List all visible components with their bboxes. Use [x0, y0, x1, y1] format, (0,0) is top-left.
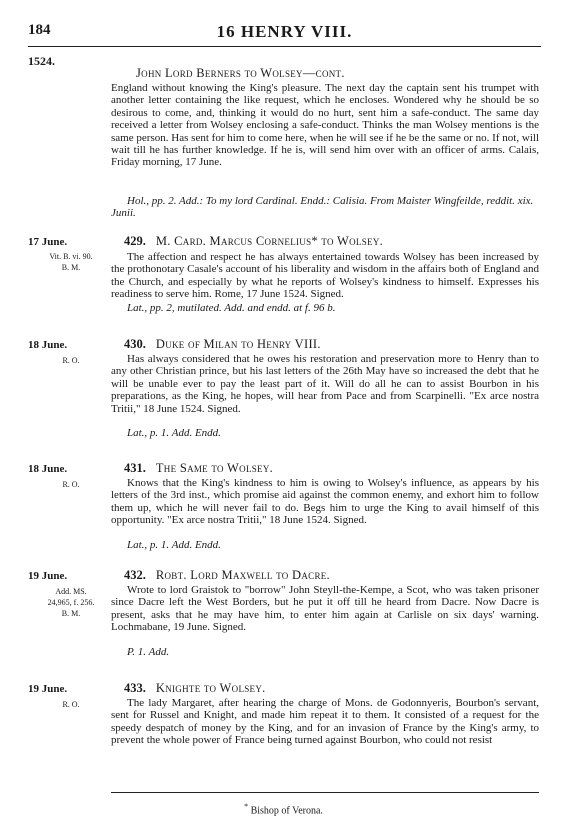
entry-body: The affection and respect he has always entertained towards Wolsey has been increased by the prothonotary Casale's account of his liberality and wisdom in the affairs both of England and the Church, and especially by what he reports of Wolsey's kindness to himself. Expresses his readiness to serve him. Rome, 17 June 1524. Signed. — [111, 251, 539, 301]
entry-body: Knows that the King's kindness to him is owing to Wolsey's influence, as appears by his letters of the 3rd inst., which promise aid against the common enemy, and exhort him to follow them up, which he will never fail to do. Begs him to urge the King to avail himself of this opportunity. "Ex arce nostra Tritii," 18 June 1524. Signed. — [111, 477, 539, 527]
entry-heading: 430. Duke of Milan to Henry VIII. — [124, 337, 321, 351]
entry-date: 19 June. — [28, 570, 68, 582]
entry-heading: 431. The Same to Wolsey. — [124, 461, 274, 475]
footnote-rule — [111, 792, 539, 793]
entry-source: Add. MS. 24,965, f. 256. B. M. — [47, 587, 95, 618]
entry-meta: Hol., pp. 2. Add.: To my lord Cardinal. Endd.: Calisia. From Maister Wingfeilde, reddit. xix. Junii. — [111, 195, 534, 220]
entry-source: R. O. — [62, 700, 80, 709]
entry-body: Has always considered that he owes his restoration and preservation more to Henry than to any other Christian prince, but his last letters of the 26th May have so increased the debt that he will be unable ever to pay the least part of it. Will do all he can to assist Bourbon in his preparations, as the King, he hopes, will hear from Pace and from Scarpinelli. "Ex arce nostra Tritii," 18 June 1524. Signed. — [111, 353, 539, 415]
entry-date: 18 June. — [28, 339, 68, 351]
entry-body: England without knowing the King's pleasure. The next day the captain sent his trumpet with another letter containing the like request, which he encloses. Wondered why he should be so desirous to come, and, thinking it would do no hurt, sent him a safe-conduct. The same day received a letter from Wolsey enclosing a safe-conduct. Thinks the man Wolsey mentions is the same person. Has sent for him to come here, when he will see if he be the same or no. If not, will wait till he has further knowledge. If he is, will send him over with an officer of arms. Calais, Friday morning, 17 June. — [111, 82, 539, 169]
entry-source: R. O. — [62, 356, 80, 365]
entry-heading: 433. Knighte to Wolsey. — [124, 681, 266, 695]
entry-body: Wrote to lord Graistok to "borrow" John Steyll-the-Kempe, a Scot, who was taken prisoner since Dacre left the West Borders, but he put it off till he heard from Dacre. Now Dacre is present, asks that he may have him, to enter him again at Carlisle on six days' warning. Lochmabane, 19 June. Signed. — [111, 584, 539, 634]
header-rule — [28, 46, 541, 47]
entry-source: R. O. — [62, 480, 80, 489]
entry-meta: Lat., pp. 2, mutilated. Add. and endd. at f. 96 b. — [127, 302, 336, 314]
entry-date: 18 June. — [28, 463, 68, 475]
entry-meta: P. 1. Add. — [127, 646, 170, 658]
entry-body: The lady Margaret, after hearing the charge of Mons. de Godonnyeris, Bourbon's servant, sent for Russel and Knight, and made him repeat it to them. It consisted of a request for the speedy despatch of money by the King, and for an invasion of France by the King's army, to prevent the whole power of France being turned against Bourbon, who could not resist — [111, 697, 539, 747]
year-label: 1524. — [28, 54, 55, 68]
footnote-mark: * — [244, 802, 249, 811]
footnote — [0, 802, 567, 816]
running-title: 16 HENRY VIII. — [216, 22, 353, 41]
page-number: 184 — [28, 22, 51, 38]
entry-heading: John Lord Berners to Wolsey—cont. — [136, 66, 345, 80]
entry-meta: Lat., p. 1. Add. Endd. — [127, 539, 221, 551]
entry-heading: 432. Robt. Lord Maxwell to Dacre. — [124, 568, 330, 582]
entry-source: Vit. B. vi. 90. B. M. — [49, 252, 93, 272]
running-header — [28, 22, 541, 44]
entry-heading: 429. M. Card. Marcus Cornelius* to Wolsey. — [124, 234, 384, 248]
entry-meta: Lat., p. 1. Add. Endd. — [127, 427, 221, 439]
entry-date: 19 June. — [28, 683, 68, 695]
entry-date: 17 June. — [28, 236, 68, 248]
footnote-text: Bishop of Verona. — [250, 805, 323, 817]
